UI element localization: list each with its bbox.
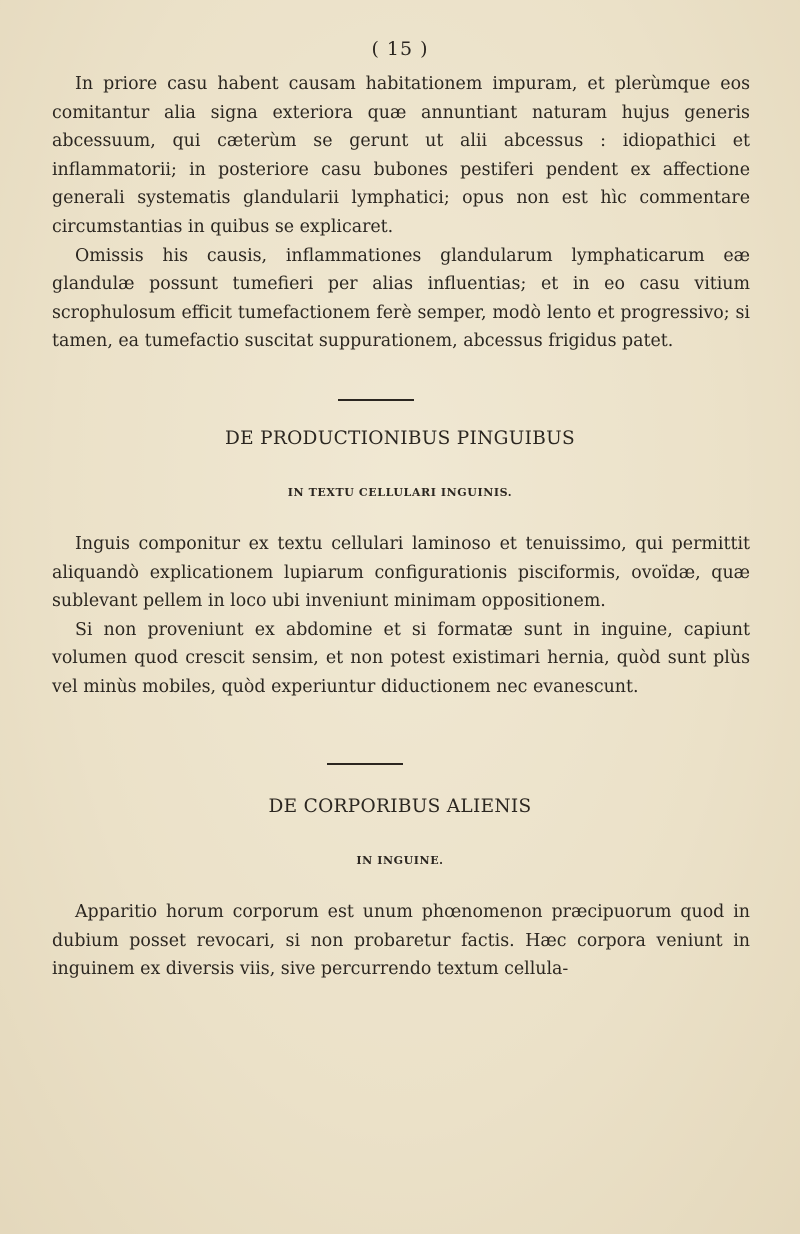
- productions-text: [52, 530, 750, 702]
- section-subheading: IN TEXTU CELLULARI INGUINIS.: [287, 486, 513, 499]
- paragraph: Apparitio horum corporum est unum phœnomenon præcipuorum quod in dubium posset revocari, si non probaretur factis. Hæc corpora veniunt in inguinem ex diversis viis, sive percurrendo textum cellula-: [52, 902, 750, 980]
- section-heading: DE PRODUCTIONIBUS PINGUIBUS: [225, 428, 575, 449]
- section-heading: DE CORPORIBUS ALIENIS: [268, 796, 532, 817]
- paragraph: Inguis componitur ex textu cellulari laminoso et tenuissimo, qui permittit aliquandò explicationem lupiarum configurationis pisciformis, ovoïdæ, quæ sublevant pellem in loco ubi inveniunt minimam oppositionem.: [52, 534, 750, 612]
- intro-text: [52, 70, 750, 356]
- page-number: ( 15 ): [371, 38, 429, 60]
- section-divider: [327, 763, 403, 765]
- paragraph: Si non proveniunt ex abdomine et si formatæ sunt in inguine, capiunt volumen quod crescit sensim, et non potest existimari hernia, quòd sunt plùs vel minùs mobiles, quòd experiuntur diductionem nec evanescunt.: [52, 619, 750, 697]
- paragraph: In priore casu habent causam habitationem impuram, et plerùmque eos comitantur alia signa exteriora quæ annuntiant naturam hujus generis abcessuum, qui cæterùm se gerunt ut alii abcessus : idiopathici et inflammatorii; in posteriore casu bubones pestiferi pendent ex affectione generali systematis glandularii lymphatici; opus non est hìc commentare circumstantias in quibus se explicaret.: [52, 74, 750, 237]
- section-divider: [338, 399, 414, 401]
- paragraph: Omissis his causis, inflammationes glandularum lymphaticarum eæ glandulæ possunt tumefieri per alias influentias; et in eo casu vitium scrophulosum efficit tumefactionem ferè semper, modò lento et progressivo; si tamen, ea tumefactio suscitat suppurationem, abcessus frigidus patet.: [52, 245, 750, 352]
- section-subheading: IN INGUINE.: [356, 854, 444, 867]
- foreign-bodies-text: [52, 898, 750, 984]
